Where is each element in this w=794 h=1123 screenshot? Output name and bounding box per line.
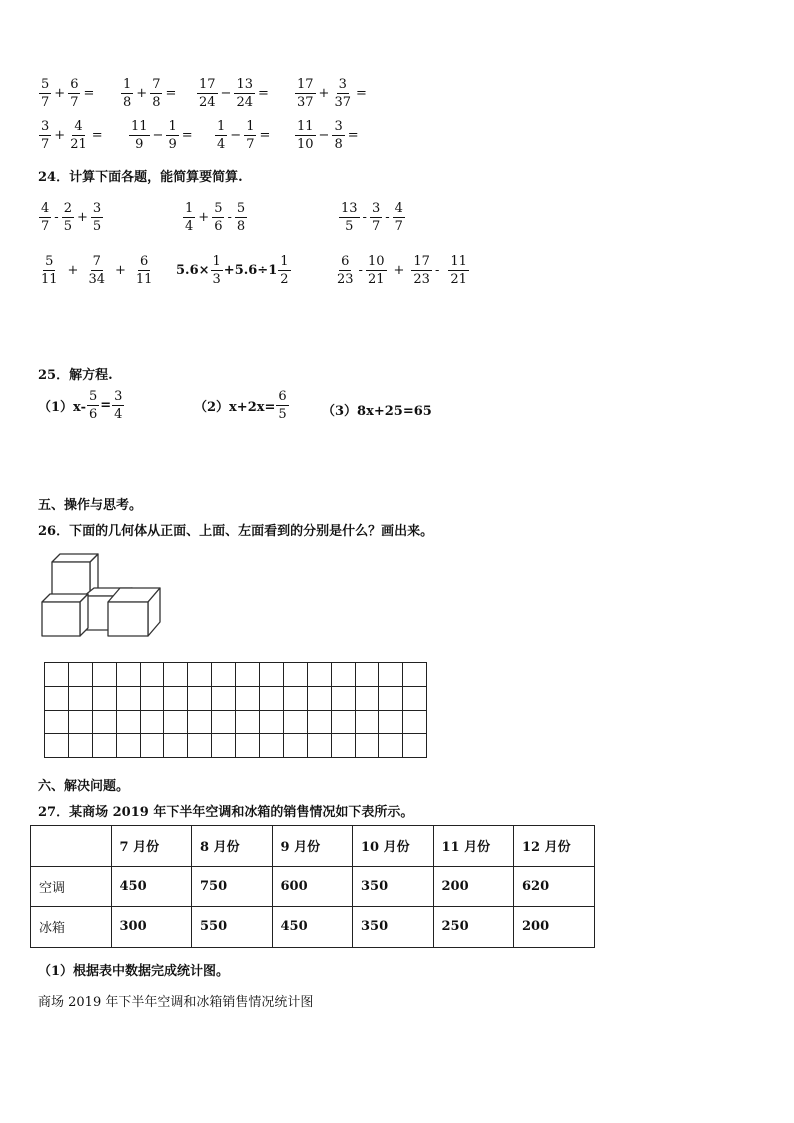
fraction: $\frac{3}{8}$ xyxy=(334,119,343,152)
fraction: $\frac{17}{24}$ xyxy=(199,77,216,110)
fraction: $\frac{1}{8}$ xyxy=(123,77,132,110)
fraction: $\frac{5}{8}$ xyxy=(236,201,246,234)
cube-right-front xyxy=(108,602,148,636)
expr-23-7: $\frac{1}{4}$ − $\frac{1}{7}$ = xyxy=(217,119,271,152)
fraction: $\frac{11}{21}$ xyxy=(450,254,467,287)
fraction: $\frac{5}{7}$ xyxy=(41,77,50,110)
q24-expr-4: $\frac{5}{11}$ + $\frac{7}{34}$ + $\frac{6}{11}$ xyxy=(41,254,153,287)
table-row-label: 冰箱 xyxy=(31,907,112,948)
q24-expr-5: 5.6× $\frac{1}{3}$ +5.6÷1 $\frac{1}{2}$ xyxy=(176,254,289,287)
table-cell: 620 xyxy=(514,866,595,907)
table-cell: 350 xyxy=(353,866,434,907)
table-cell: 600 xyxy=(272,866,353,907)
fraction: $\frac{17}{23}$ xyxy=(413,254,430,287)
expr-23-3: $\frac{17}{24}$ − $\frac{13}{24}$ = xyxy=(199,77,269,110)
cube-left-front xyxy=(42,602,80,636)
expr-23-4: $\frac{17}{37}$ + $\frac{3}{37}$ = xyxy=(297,77,367,110)
fraction: $\frac{3}{7}$ xyxy=(371,201,381,234)
table-row xyxy=(31,866,595,907)
grid-row xyxy=(45,686,427,710)
fraction: $\frac{3}{7}$ xyxy=(41,119,50,152)
q27-title: 27．某商场 2019 年下半年空调和冰箱的销售情况如下表所示。 xyxy=(38,805,414,820)
sales-table xyxy=(30,825,595,948)
fraction: $\frac{5}{11}$ xyxy=(41,254,58,287)
fraction: $\frac{1}{7}$ xyxy=(246,119,255,152)
grid-row xyxy=(45,734,427,758)
table-cell: 200 xyxy=(433,866,514,907)
fraction: $\frac{13}{5}$ xyxy=(341,201,358,234)
fraction: $\frac{4}{21}$ xyxy=(70,119,87,152)
section-6-heading: 六、解决问题。 xyxy=(38,779,130,794)
table-cell: 350 xyxy=(353,907,434,948)
table-header-cell: 8 月份 xyxy=(192,826,273,867)
cube-top-front xyxy=(52,562,90,596)
expr-23-8: $\frac{11}{10}$ − $\frac{3}{8}$ = xyxy=(297,119,359,152)
fraction: $\frac{3}{37}$ xyxy=(334,77,351,110)
table-header-cell: 9 月份 xyxy=(272,826,353,867)
table-header-cell: 7 月份 xyxy=(111,826,192,867)
section-5-heading: 五、操作与思考。 xyxy=(38,498,143,513)
q25-title: 25．解方程. xyxy=(38,368,113,383)
fraction: $\frac{5}{6}$ xyxy=(214,201,223,234)
fraction: $\frac{2}{5}$ xyxy=(63,201,72,234)
table-cell: 450 xyxy=(272,907,353,948)
q26-title: 26．下面的几何体从正面、上面、左面看到的分别是什么？画出来。 xyxy=(38,524,434,539)
fraction: $\frac{6}{7}$ xyxy=(70,77,79,110)
fraction: $\frac{10}{21}$ xyxy=(367,254,385,287)
cube-top-top-face xyxy=(52,554,98,562)
q25-eq-3: （3）8x+25=65 xyxy=(322,404,432,419)
fraction: $\frac{17}{37}$ xyxy=(297,77,314,110)
expr-23-1: $\frac{5}{7}$ + $\frac{6}{7}$ = xyxy=(41,77,95,110)
fraction: $\frac{13}{24}$ xyxy=(236,77,253,110)
chart-title: 商场 2019 年下半年空调和冰箱销售情况统计图 xyxy=(38,995,314,1010)
q25-eq-2: （2）x+2x= $\frac{6}{5}$ xyxy=(194,389,287,422)
q27-sub-1: （1）根据表中数据完成统计图。 xyxy=(38,964,230,979)
drawing-grid xyxy=(44,662,427,758)
fraction: $\frac{1}{3}$ xyxy=(212,254,221,287)
table-header-row xyxy=(31,826,595,867)
table-header-cell: 10 月份 xyxy=(353,826,434,867)
q25-eq-1: （1）x- $\frac{5}{6}$ = $\frac{3}{4}$ xyxy=(38,389,123,422)
grid-row xyxy=(45,663,427,687)
expr-23-5: $\frac{3}{7}$ + $\frac{4}{21}$ = xyxy=(41,119,103,152)
fraction: $\frac{6}{11}$ xyxy=(135,254,153,287)
fraction: $\frac{1}{2}$ xyxy=(280,254,289,287)
table-cell: 450 xyxy=(111,866,192,907)
table-row-label: 空调 xyxy=(31,866,112,907)
fraction: $\frac{3}{4}$ xyxy=(114,389,123,422)
q24-title: 24．计算下面各题，能简算要简算. xyxy=(38,170,243,185)
cube-figure xyxy=(38,550,166,642)
fraction: $\frac{11}{9}$ xyxy=(131,119,148,152)
fraction: $\frac{6}{5}$ xyxy=(278,389,287,422)
fraction: $\frac{3}{5}$ xyxy=(92,201,102,234)
fraction: $\frac{1}{4}$ xyxy=(217,119,226,152)
table-row xyxy=(31,907,595,948)
q24-expr-1: $\frac{4}{7}$ - $\frac{2}{5}$ + $\frac{3}{5}$ xyxy=(41,201,102,234)
table-cell: 200 xyxy=(514,907,595,948)
grid-row xyxy=(45,710,427,734)
q24-expr-2: $\frac{1}{4}$ + $\frac{5}{6}$ - $\frac{5}{8}$ xyxy=(185,201,246,234)
fraction: $\frac{11}{10}$ xyxy=(297,119,314,152)
fraction: $\frac{1}{9}$ xyxy=(168,119,177,152)
expr-23-6: $\frac{11}{9}$ − $\frac{1}{9}$ = xyxy=(131,119,193,152)
fraction: $\frac{1}{4}$ xyxy=(185,201,194,234)
fraction: $\frac{4}{7}$ xyxy=(41,201,50,234)
fraction: $\frac{7}{8}$ xyxy=(152,77,161,110)
table-cell: 750 xyxy=(192,866,273,907)
fraction: $\frac{7}{34}$ xyxy=(88,254,105,287)
table-header-cell: 11 月份 xyxy=(433,826,514,867)
table-cell: 550 xyxy=(192,907,273,948)
cube-left-right-face xyxy=(80,594,88,636)
fraction: $\frac{6}{23}$ xyxy=(337,254,354,287)
table-header-cell: 12 月份 xyxy=(514,826,595,867)
fraction: $\frac{5}{6}$ xyxy=(88,389,98,422)
expr-23-2: $\frac{1}{8}$ + $\frac{7}{8}$ = xyxy=(123,77,177,110)
table-header-cell xyxy=(31,826,112,867)
table-cell: 300 xyxy=(111,907,192,948)
fraction: $\frac{4}{7}$ xyxy=(394,201,403,234)
table-cell: 250 xyxy=(433,907,514,948)
q24-expr-6: $\frac{6}{23}$ - $\frac{10}{21}$ + $\frac{17}{23}$ - $\frac{11}{21}$ xyxy=(337,254,467,287)
q24-expr-3: $\frac{13}{5}$ - $\frac{3}{7}$ - $\frac{4}{7}$ xyxy=(341,201,403,234)
